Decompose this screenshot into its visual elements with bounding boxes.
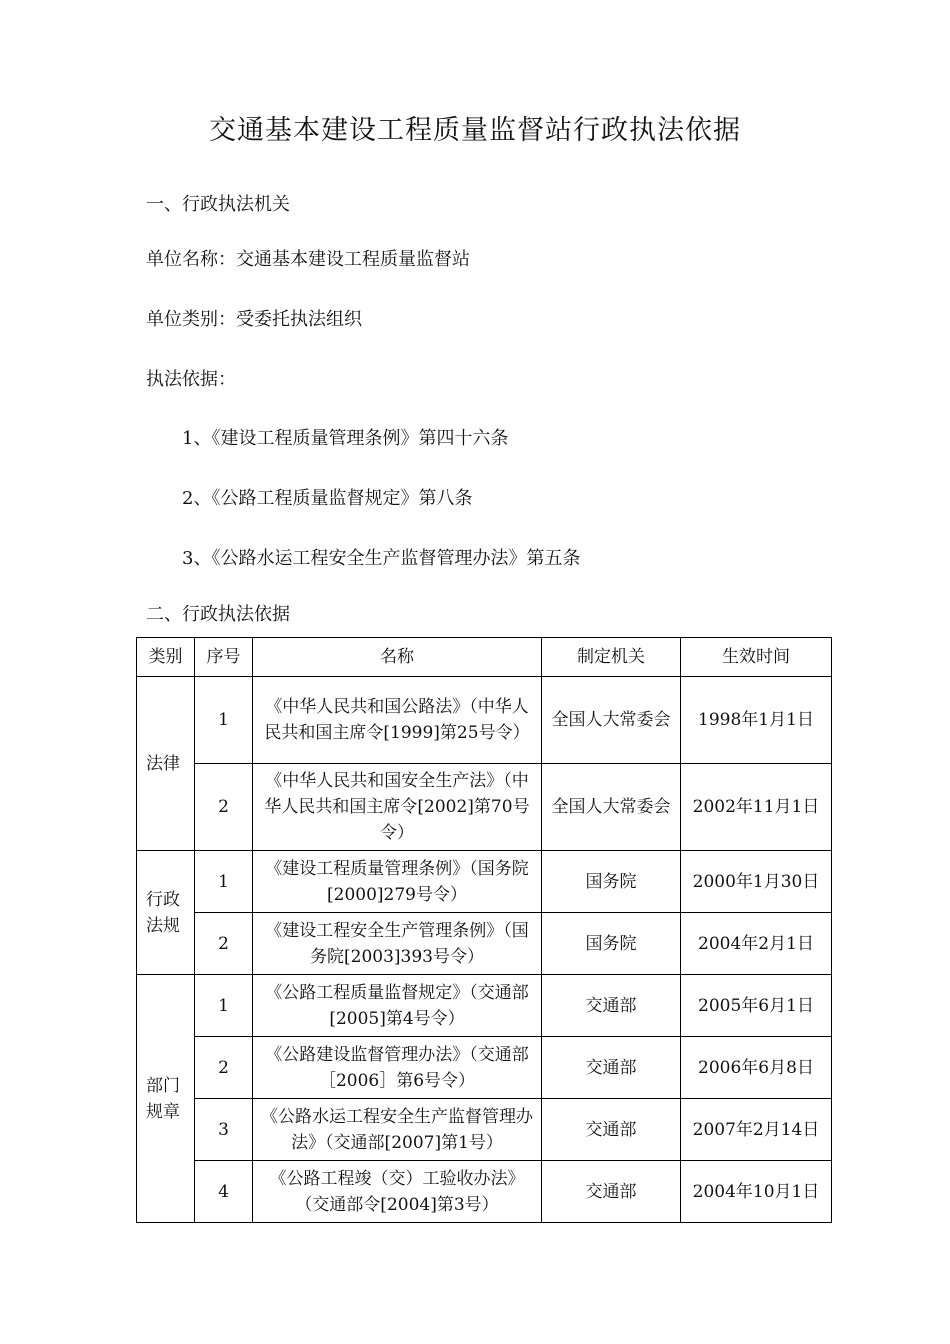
row-authority: 国务院 bbox=[542, 913, 681, 975]
header-name: 名称 bbox=[253, 638, 542, 677]
basis-item: 1、《建设工程质量管理条例》第四十六条 bbox=[182, 428, 509, 449]
row-number: 4 bbox=[195, 1161, 253, 1223]
row-number: 1 bbox=[195, 677, 253, 764]
row-date: 2004年10月1日 bbox=[681, 1161, 832, 1223]
header-authority: 制定机关 bbox=[542, 638, 681, 677]
basis-table bbox=[136, 637, 832, 1223]
section-1-heading: 一、行政执法机关 bbox=[146, 194, 290, 215]
table-row bbox=[137, 1161, 832, 1223]
row-number: 2 bbox=[195, 764, 253, 851]
row-date: 2002年11月1日 bbox=[681, 764, 832, 851]
table-row bbox=[137, 677, 832, 764]
row-name: 《中华人民共和国安全生产法》（中华人民共和国主席令[2002]第70号令） bbox=[253, 764, 542, 851]
category-cell: 部门规章 bbox=[137, 975, 195, 1223]
table-row bbox=[137, 851, 832, 913]
table-row bbox=[137, 764, 832, 851]
row-number: 1 bbox=[195, 851, 253, 913]
row-date: 2006年6月8日 bbox=[681, 1037, 832, 1099]
row-date: 2007年2月14日 bbox=[681, 1099, 832, 1161]
table-row bbox=[137, 913, 832, 975]
category-cell: 法律 bbox=[137, 677, 195, 851]
row-number: 2 bbox=[195, 913, 253, 975]
row-name: 《建设工程质量管理条例》（国务院[2000]279号令） bbox=[253, 851, 542, 913]
table-header-row bbox=[137, 638, 832, 677]
row-authority: 交通部 bbox=[542, 1037, 681, 1099]
row-date: 2005年6月1日 bbox=[681, 975, 832, 1037]
header-category: 类别 bbox=[137, 638, 195, 677]
row-authority: 交通部 bbox=[542, 975, 681, 1037]
row-name: 《中华人民共和国公路法》（中华人民共和国主席令[1999]第25号令） bbox=[253, 677, 542, 764]
table-row bbox=[137, 1037, 832, 1099]
table-row bbox=[137, 1099, 832, 1161]
header-number: 序号 bbox=[195, 638, 253, 677]
unit-type: 单位类别：受委托执法组织 bbox=[146, 309, 362, 330]
row-authority: 国务院 bbox=[542, 851, 681, 913]
page-title: 交通基本建设工程质量监督站行政执法依据 bbox=[209, 115, 741, 146]
row-name: 《公路工程质量监督规定》（交通部[2005]第4号令） bbox=[253, 975, 542, 1037]
row-authority: 全国人大常委会 bbox=[542, 677, 681, 764]
header-effective-date: 生效时间 bbox=[681, 638, 832, 677]
row-name: 《公路工程竣（交）工验收办法》（交通部令[2004]第3号） bbox=[253, 1161, 542, 1223]
row-authority: 交通部 bbox=[542, 1161, 681, 1223]
basis-item: 2、《公路工程质量监督规定》第八条 bbox=[182, 488, 473, 509]
unit-name: 单位名称：交通基本建设工程质量监督站 bbox=[146, 249, 470, 270]
row-name: 《公路建设监督管理办法》（交通部［2006］第6号令） bbox=[253, 1037, 542, 1099]
basis-item: 3、《公路水运工程安全生产监督管理办法》第五条 bbox=[182, 548, 581, 569]
row-name: 《建设工程安全生产管理条例》（国务院[2003]393号令） bbox=[253, 913, 542, 975]
row-authority: 交通部 bbox=[542, 1099, 681, 1161]
row-authority: 全国人大常委会 bbox=[542, 764, 681, 851]
row-name: 《公路水运工程安全生产监督管理办法》（交通部[2007]第1号） bbox=[253, 1099, 542, 1161]
table-row bbox=[137, 975, 832, 1037]
row-date: 1998年1月1日 bbox=[681, 677, 832, 764]
row-number: 1 bbox=[195, 975, 253, 1037]
row-date: 2004年2月1日 bbox=[681, 913, 832, 975]
section-2-heading: 二、行政执法依据 bbox=[146, 604, 290, 625]
row-number: 3 bbox=[195, 1099, 253, 1161]
category-cell: 行政法规 bbox=[137, 851, 195, 975]
row-date: 2000年1月30日 bbox=[681, 851, 832, 913]
row-number: 2 bbox=[195, 1037, 253, 1099]
basis-label: 执法依据： bbox=[146, 369, 236, 390]
